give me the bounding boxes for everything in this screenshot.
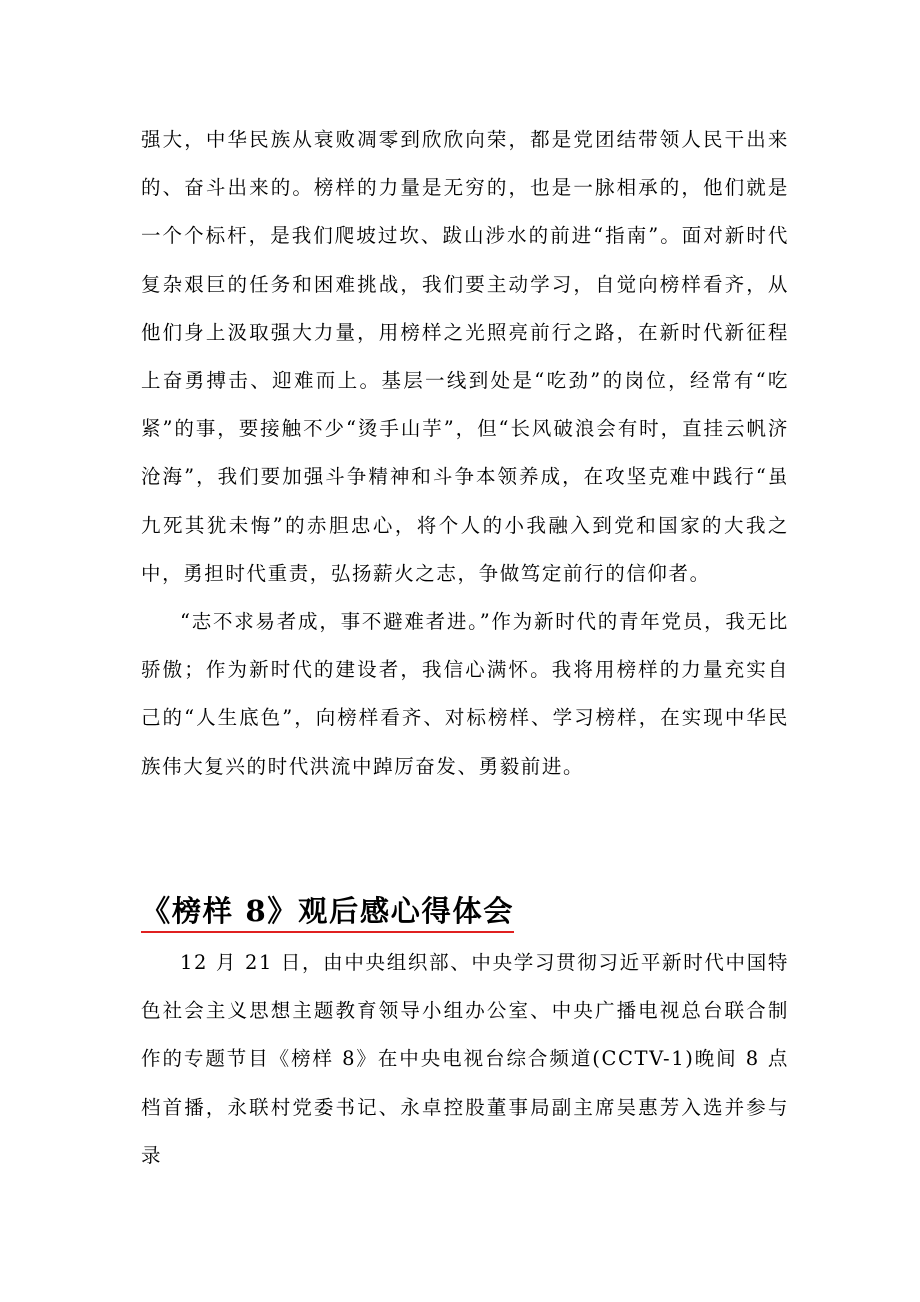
- paragraph-2: “志不求易者成，事不避难者进。”作为新时代的青年党员，我无比骄傲；作为新时代的建设者，我信心满怀。我将用榜样的力量充实自己的“人生底色”，向榜样看齐、对标榜样、学习榜样，在实现中华民族伟大复兴的时代洪流中踔厉奋发、勇毅前进。: [141, 610, 789, 778]
- paragraph-3: 12 月 21 日，由中央组织部、中央学习贯彻习近平新时代中国特色社会主义思想主题教育领导小组办公室、中央广播电视总台联合制作的专题节目《榜样 8》在中央电视台综合频道(CCTV-1)晚间 8 点档首播，永联村党委书记、永卓控股董事局副主席吴惠芳入选并参与录: [141, 951, 789, 1167]
- section-gap: [141, 791, 789, 887]
- paragraph-1: 强大，中华民族从衰败凋零到欣欣向荣，都是党团结带领人民干出来的、奋斗出来的。榜样的力量是无穷的，也是一脉相承的，他们就是一个个标杆，是我们爬坡过坎、跋山涉水的前进“指南”。面对新时代复杂艰巨的任务和困难挑战，我们要主动学习，自觉向榜样看齐，从他们身上汲取强大力量，用榜样之光照亮前行之路，在新时代新征程上奋勇搏击、迎难而上。基层一线到处是“吃劲”的岗位，经常有“吃紧”的事，要接触不少“烫手山芋”，但“长风破浪会有时，直挂云帆济沧海”，我们要加强斗争精神和斗争本领养成，在攻坚克难中践行“虽九死其犹未悔”的赤胆忠心，将个人的小我融入到党和国家的大我之中，勇担时代重责，弘扬薪火之志，争做笃定前行的信仰者。: [141, 128, 789, 585]
- document-body: [141, 116, 789, 1180]
- section-heading: 《榜样 8》观后感心得体会: [141, 891, 514, 933]
